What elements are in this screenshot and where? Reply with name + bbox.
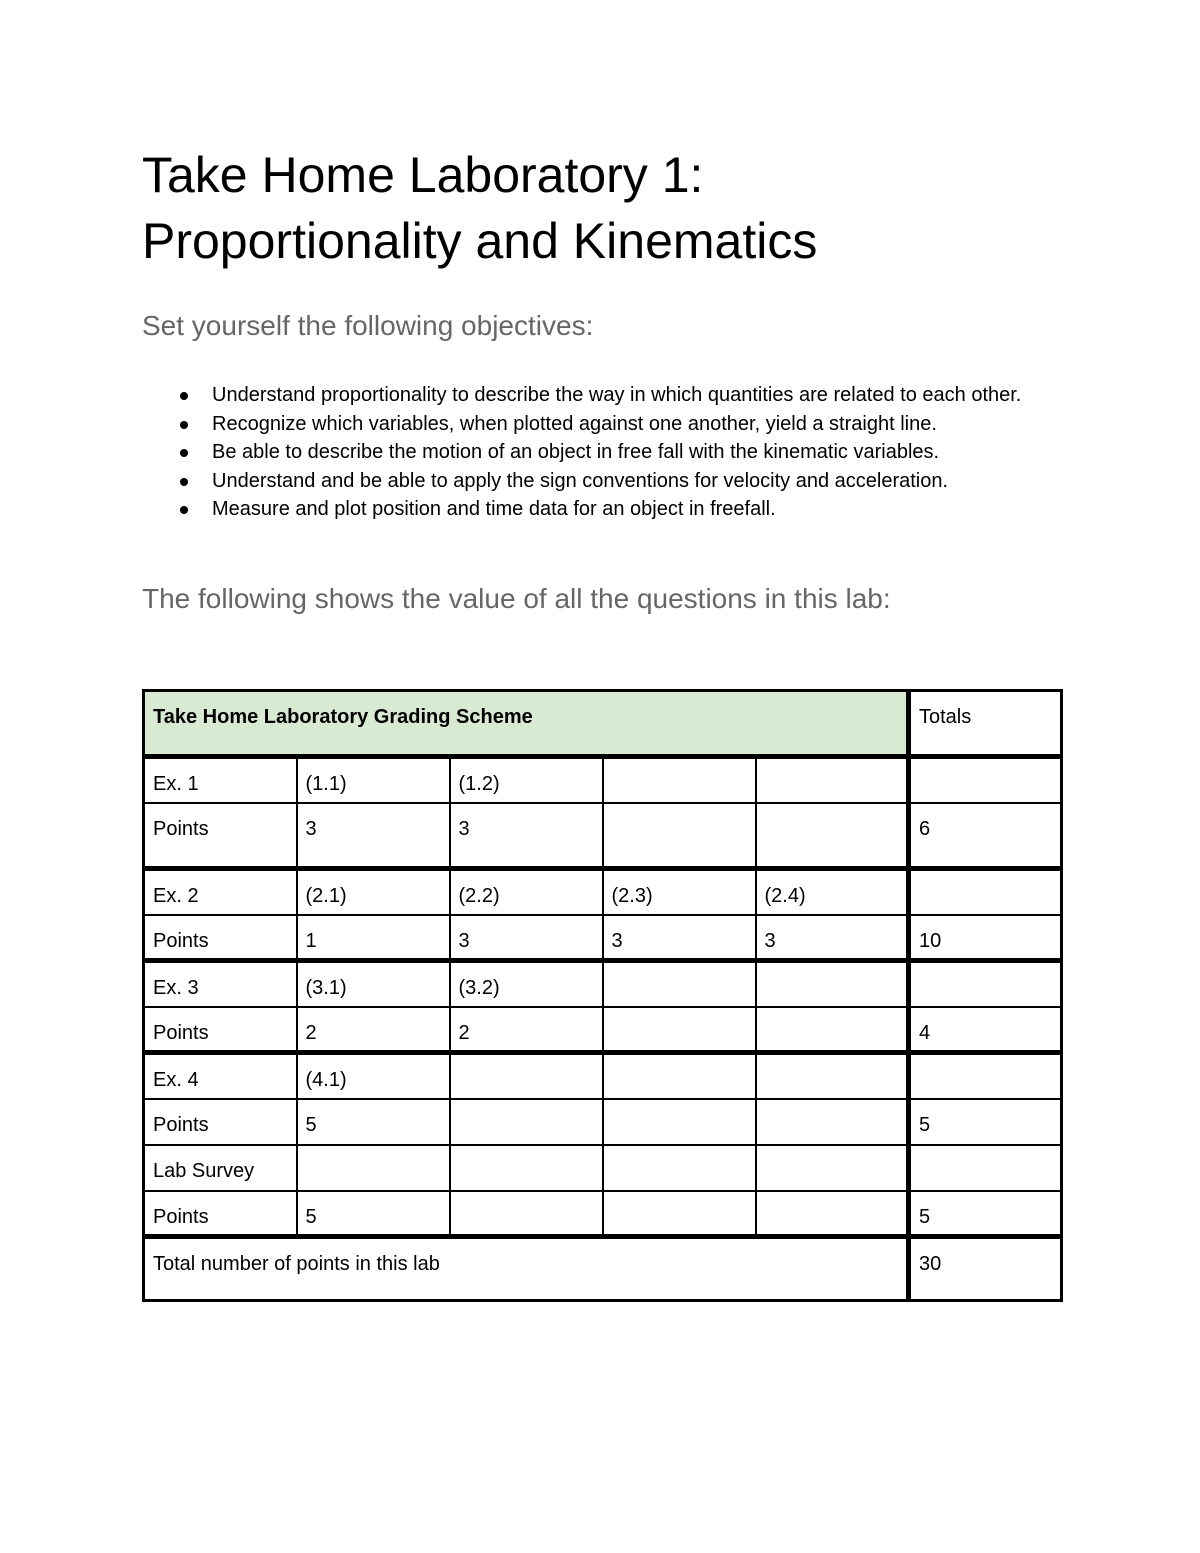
table-cell	[603, 1053, 756, 1099]
table-cell	[603, 1007, 756, 1053]
table-row	[144, 961, 1062, 1007]
cell-text	[919, 759, 1052, 771]
objective-text: Measure and plot position and time data for an object in freefall.	[212, 498, 776, 521]
footer-label-cell	[144, 1237, 909, 1301]
cell-text: 2	[458, 1021, 470, 1044]
row-total-cell	[909, 757, 1062, 803]
cell-text: Points	[153, 1021, 209, 1044]
table-cell	[756, 961, 909, 1007]
table-row	[144, 1099, 1062, 1145]
table-cell	[450, 1099, 603, 1145]
cell-text	[765, 759, 899, 771]
row-label-cell	[144, 1007, 297, 1053]
table-row	[144, 1007, 1062, 1053]
cell-text: (1.2)	[458, 773, 500, 795]
table-cell	[756, 803, 909, 869]
cell-text: (3.2)	[458, 977, 500, 999]
objective-item	[142, 381, 1042, 410]
row-total-cell	[909, 1007, 1062, 1053]
table-row	[144, 869, 1062, 915]
table-cell	[297, 915, 450, 961]
cell-text: (2.4)	[764, 885, 806, 907]
cell-text	[459, 1192, 594, 1204]
cell-text	[765, 1055, 899, 1067]
totals-header-cell	[909, 691, 1062, 757]
cell-text: 5	[919, 1205, 931, 1228]
cell-text: 10	[919, 929, 942, 952]
cell-text: 5	[305, 1205, 317, 1228]
table-row	[144, 915, 1062, 961]
footer-total-cell	[909, 1237, 1062, 1301]
cell-text: 3	[458, 817, 470, 840]
title-line-1: Take Home Laboratory 1:	[142, 147, 704, 203]
table-cell	[450, 961, 603, 1007]
cell-text: 1	[305, 929, 317, 952]
table-cell	[450, 803, 603, 869]
row-total-cell	[909, 961, 1062, 1007]
cell-text: (4.1)	[305, 1069, 347, 1091]
table-footer-row	[144, 1237, 1062, 1301]
bullet-icon	[180, 449, 188, 457]
table-cell	[756, 1191, 909, 1237]
title-line-2: Proportionality and Kinematics	[142, 213, 818, 269]
cell-text: (3.1)	[305, 977, 347, 999]
table-cell	[603, 869, 756, 915]
table-cell	[603, 961, 756, 1007]
cell-text: Ex. 4	[153, 1069, 199, 1091]
table-cell	[603, 1099, 756, 1145]
table-cell	[297, 1007, 450, 1053]
cell-text: (2.3)	[611, 885, 653, 907]
table-cell	[450, 1007, 603, 1053]
cell-text	[919, 1055, 1052, 1067]
objectives-heading: Set yourself the following objectives:	[142, 310, 594, 341]
objectives-list	[142, 381, 1042, 524]
cell-text: Points	[153, 1205, 209, 1228]
table-cell	[297, 803, 450, 869]
cell-text: Ex. 2	[153, 885, 199, 907]
bullet-icon	[180, 506, 188, 514]
objective-text: Recognize which variables, when plotted against one another, yield a straight line.	[212, 412, 937, 435]
cell-text: 4	[919, 1021, 931, 1044]
cell-text	[765, 963, 899, 975]
row-label-cell	[144, 803, 297, 869]
table-row	[144, 1053, 1062, 1099]
row-label-cell	[144, 961, 297, 1007]
table-cell	[297, 757, 450, 803]
table-cell	[603, 915, 756, 961]
table-cell	[450, 915, 603, 961]
row-total-cell	[909, 803, 1062, 869]
bullet-icon	[180, 392, 188, 400]
table-cell	[450, 1053, 603, 1099]
table-cell	[756, 757, 909, 803]
table-cell	[297, 1053, 450, 1099]
table-cell	[297, 1099, 450, 1145]
cell-text: Points	[153, 1113, 209, 1136]
objective-item	[142, 438, 1042, 467]
table-cell	[450, 757, 603, 803]
table-cell	[603, 803, 756, 869]
bullet-icon	[180, 478, 188, 486]
page-title	[142, 142, 1102, 274]
cell-text	[765, 804, 899, 816]
cell-text	[612, 804, 747, 816]
table-cell	[603, 1145, 756, 1191]
cell-text: (2.1)	[305, 885, 347, 907]
row-total-cell	[909, 915, 1062, 961]
objective-item	[142, 495, 1042, 524]
objective-text: Be able to describe the motion of an object in free fall with the kinematic variables.	[212, 441, 940, 464]
cell-text	[612, 1192, 747, 1204]
row-total-cell	[909, 869, 1062, 915]
table-cell	[756, 1099, 909, 1145]
objective-item	[142, 410, 1042, 439]
values-heading: The following shows the value of all the questions in this lab:	[142, 583, 891, 614]
cell-text	[612, 759, 747, 771]
row-total-cell	[909, 1099, 1062, 1145]
cell-text	[765, 1146, 899, 1158]
objective-text: Understand proportionality to describe the way in which quantities are related to each other.	[212, 384, 1022, 406]
cell-text: 2	[305, 1021, 317, 1044]
row-label-cell	[144, 1145, 297, 1191]
table-cell	[297, 1191, 450, 1237]
objective-text: Understand and be able to apply the sign conventions for velocity and acceleration.	[212, 469, 949, 492]
cell-text: 3	[764, 929, 776, 952]
table-cell	[756, 869, 909, 915]
table-cell	[603, 1191, 756, 1237]
cell-text: Points	[153, 817, 209, 840]
cell-text: 3	[611, 929, 623, 952]
cell-text	[459, 1055, 594, 1067]
cell-text: 6	[919, 817, 931, 840]
cell-text	[765, 1192, 899, 1204]
cell-text	[612, 1100, 747, 1112]
row-total-cell	[909, 1191, 1062, 1237]
row-total-cell	[909, 1053, 1062, 1099]
footer-total-text: 30	[919, 1253, 942, 1275]
table-row	[144, 803, 1062, 869]
cell-text: 3	[458, 929, 470, 952]
cell-text: (2.2)	[458, 885, 500, 907]
table-cell	[450, 1191, 603, 1237]
table-cell	[756, 1053, 909, 1099]
cell-text	[612, 963, 747, 975]
table-cell	[297, 869, 450, 915]
table-cell	[297, 961, 450, 1007]
objective-item	[142, 467, 1042, 496]
cell-text	[459, 1100, 594, 1112]
table-cell	[756, 1145, 909, 1191]
row-label-cell	[144, 757, 297, 803]
cell-text	[612, 1055, 747, 1067]
row-label-cell	[144, 1099, 297, 1145]
row-total-cell	[909, 1145, 1062, 1191]
cell-text: 3	[305, 817, 317, 840]
row-label-cell	[144, 1053, 297, 1099]
cell-text: (1.1)	[305, 773, 347, 795]
cell-text	[612, 1008, 747, 1020]
cell-text	[459, 1146, 594, 1158]
cell-text: 5	[919, 1113, 931, 1136]
cell-text	[919, 963, 1052, 975]
row-label-cell	[144, 915, 297, 961]
cell-text	[612, 1146, 747, 1158]
table-row	[144, 757, 1062, 803]
cell-text	[765, 1008, 899, 1020]
totals-header-text: Totals	[919, 706, 972, 728]
table-header-text: Take Home Laboratory Grading Scheme	[153, 706, 533, 728]
table-cell	[756, 915, 909, 961]
table-header-cell	[144, 691, 909, 757]
grading-table	[142, 689, 1063, 1302]
table-cell	[450, 1145, 603, 1191]
table-cell	[450, 869, 603, 915]
table-row	[144, 1191, 1062, 1237]
table-row	[144, 1145, 1062, 1191]
bullet-icon	[180, 421, 188, 429]
cell-text: Lab Survey	[153, 1159, 255, 1182]
table-cell	[756, 1007, 909, 1053]
cell-text	[306, 1146, 441, 1158]
table-cell	[603, 757, 756, 803]
cell-text	[919, 1146, 1052, 1158]
cell-text: Ex. 1	[153, 773, 199, 795]
cell-text: Points	[153, 929, 209, 952]
footer-label-text: Total number of points in this lab	[153, 1253, 440, 1275]
row-label-cell	[144, 1191, 297, 1237]
table-cell	[297, 1145, 450, 1191]
cell-text	[919, 871, 1052, 883]
cell-text	[765, 1100, 899, 1112]
cell-text: Ex. 3	[153, 977, 199, 999]
row-label-cell	[144, 869, 297, 915]
cell-text: 5	[305, 1113, 317, 1136]
